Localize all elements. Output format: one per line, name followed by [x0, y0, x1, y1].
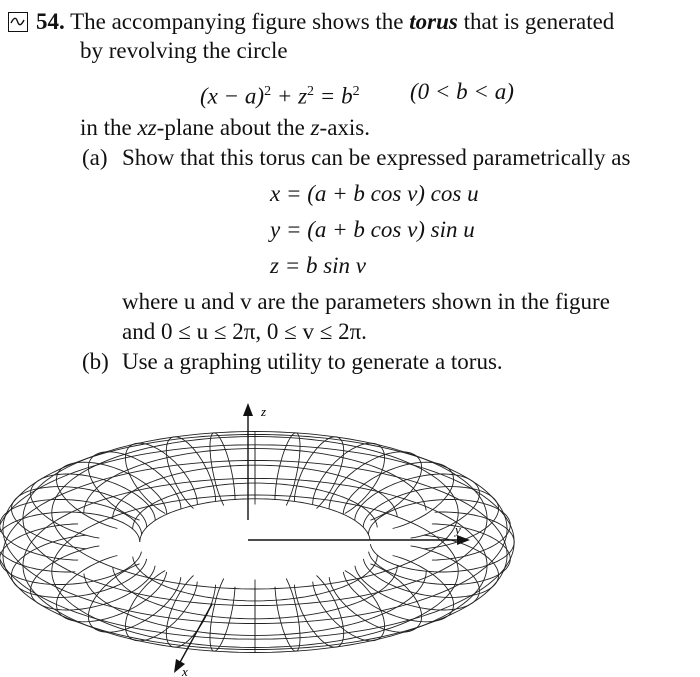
- circle-equation: $(x - a)^2 + z^2 = b^2$: [200, 83, 360, 109]
- torus-term: torus: [409, 9, 458, 34]
- torus-parallel: [255, 571, 426, 635]
- torus-meridian: [313, 443, 385, 504]
- torus-parallel: [133, 557, 255, 601]
- z-axis-label: z: [261, 404, 267, 419]
- part-a-text: Show that this torus can be expressed parametrically as: [122, 145, 631, 170]
- equation-x: x = (a + b cos v) cos u: [270, 181, 479, 206]
- torus-meridian: [345, 571, 385, 627]
- equation-y: y = (a + b cos v) sin u: [270, 217, 475, 242]
- torus-meridian: [166, 451, 193, 509]
- torus-meridian: [125, 571, 165, 627]
- torus-meridian: [317, 451, 344, 509]
- torus-meridian: [125, 458, 165, 514]
- x-axis-label: x: [182, 664, 188, 677]
- torus-meridian: [125, 582, 197, 641]
- torus-meridian: [11, 535, 86, 575]
- torus-meridian: [125, 443, 197, 504]
- torus-meridian: [31, 566, 156, 610]
- z-axis-arrowhead: [243, 403, 253, 416]
- torus-wireframe: [0, 431, 514, 652]
- torus-parallel: [84, 574, 255, 636]
- circle-condition: (0 < b < a): [410, 79, 514, 104]
- torus-meridian: [11, 509, 86, 549]
- problem-statement-line-3: in the xz-plane about the z-axis.: [80, 115, 371, 140]
- torus-meridian: [368, 500, 510, 535]
- part-a-label: (a): [82, 145, 108, 170]
- torus-meridian: [313, 582, 385, 641]
- torus-meridian: [345, 458, 385, 514]
- part-a-where-line-1: where u and v are the parameters shown in the figure: [122, 289, 610, 314]
- torus-meridian: [166, 576, 193, 634]
- part-b-label: (b): [82, 349, 109, 374]
- equation-z: z = b sin v: [270, 253, 367, 278]
- part-b-text: Use a graphing utility to generate a torus.: [122, 349, 503, 374]
- torus-meridian: [355, 566, 480, 610]
- torus-meridian: [317, 576, 344, 634]
- y-axis-label: y: [455, 522, 461, 537]
- torus-parallel: [140, 499, 370, 542]
- problem-number: 54.: [36, 9, 65, 34]
- part-a-where-line-2: and 0 ≤ u ≤ 2π, 0 ≤ v ≤ 2π.: [122, 319, 367, 344]
- problem-statement-line-2: by revolving the circle: [80, 38, 288, 63]
- problem-statement-line-1: 54. The accompanying figure shows the torus that is generated: [36, 9, 615, 34]
